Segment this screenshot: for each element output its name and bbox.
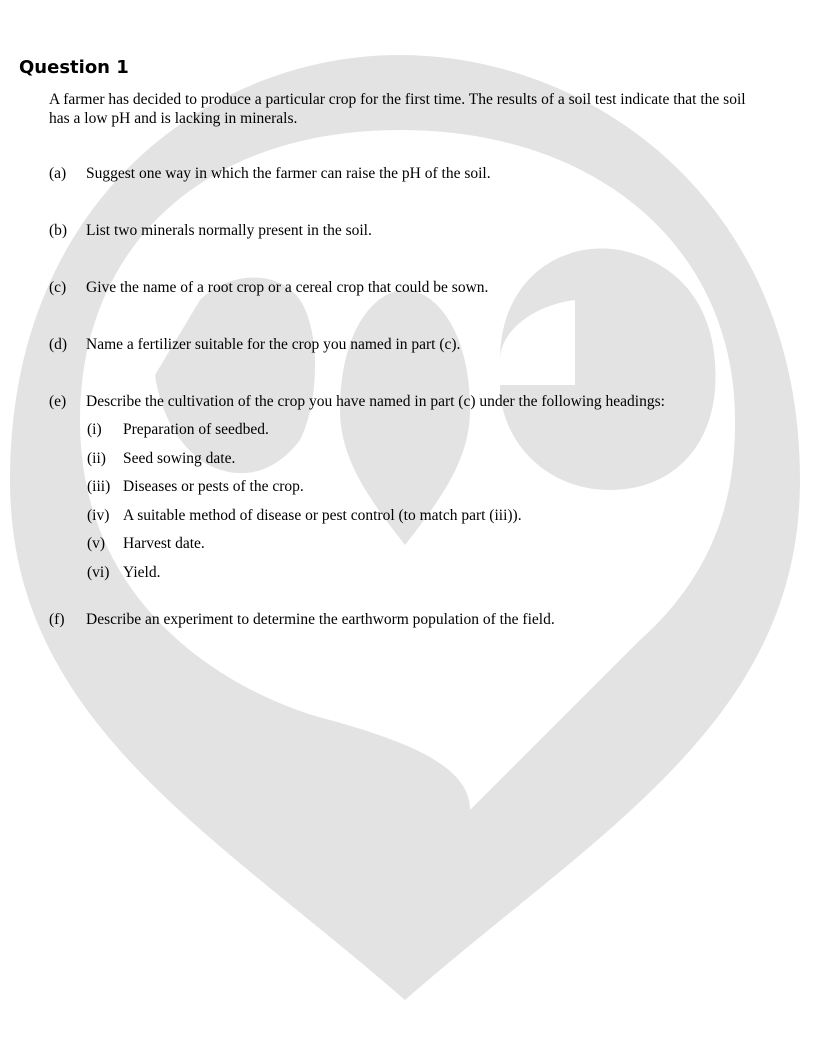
subpart-text: Yield.	[123, 564, 161, 581]
subpart-text: Seed sowing date.	[123, 450, 236, 467]
part-text: Suggest one way in which the farmer can raise the pH of the soil.	[86, 165, 491, 182]
part-label: (b)	[49, 222, 68, 239]
part-text: Describe the cultivation of the crop you have named in part (c) under the following headings:	[86, 393, 665, 410]
subpart-label: (iii)	[87, 478, 111, 495]
part-label: (c)	[49, 279, 67, 296]
part-label: (a)	[49, 165, 67, 182]
subpart-label: (i)	[87, 421, 102, 438]
question-title: Question 1	[19, 57, 129, 78]
part-label: (d)	[49, 336, 68, 353]
part-text: List two minerals normally present in the soil.	[86, 222, 372, 239]
part-text: Describe an experiment to determine the earthworm population of the field.	[86, 611, 555, 628]
subpart-text: Diseases or pests of the crop.	[123, 478, 304, 495]
subpart-label: (vi)	[87, 564, 110, 581]
subpart-text: Preparation of seedbed.	[123, 421, 269, 438]
part-text: Name a fertilizer suitable for the crop you named in part (c).	[86, 336, 461, 353]
question-intro: A farmer has decided to produce a particular crop for the first time. The results of a soil test indicate that the soil has a low pH and is lacking in minerals.	[49, 91, 746, 127]
subpart-text: A suitable method of disease or pest control (to match part (iii)).	[123, 507, 522, 524]
subpart-label: (v)	[87, 535, 106, 552]
subpart-label: (iv)	[87, 507, 110, 524]
part-label: (f)	[49, 611, 65, 628]
part-label: (e)	[49, 393, 67, 410]
subpart-label: (ii)	[87, 450, 106, 467]
part-text: Give the name of a root crop or a cereal crop that could be sown.	[86, 279, 489, 296]
subpart-text: Harvest date.	[123, 535, 205, 552]
